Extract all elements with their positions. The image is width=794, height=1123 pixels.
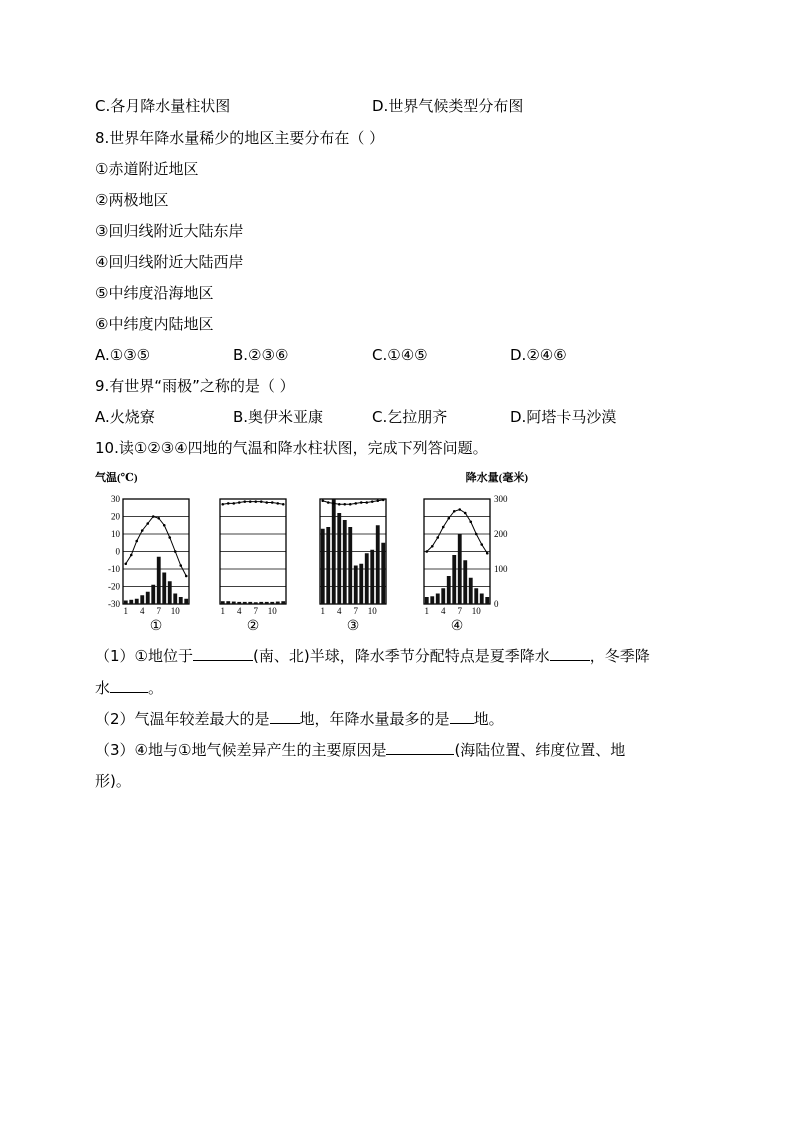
precipitation-bar [179, 597, 183, 604]
q9-stem: 9.有世界“雨极”之称的是（ ） [95, 377, 295, 395]
temperature-point [442, 526, 445, 529]
temperature-point [486, 552, 489, 555]
q10-sub1-blank-1[interactable] [193, 645, 253, 661]
temperature-point [343, 503, 346, 506]
y-tick-label-right: 100 [494, 564, 508, 574]
chart-panel-label: ③ [346, 619, 360, 634]
temperature-point [282, 503, 285, 506]
precipitation-bar [221, 601, 225, 604]
precipitation-bar [480, 594, 484, 605]
precipitation-bar [276, 602, 280, 604]
q8-option-a: A.①③⑤ [95, 346, 151, 364]
precipitation-bar [151, 585, 155, 604]
temperature-point [227, 502, 230, 505]
precipitation-bar [248, 602, 252, 604]
y-tick-label-left: 0 [115, 546, 120, 557]
precipitation-bar [226, 601, 230, 604]
q10-sub1-text-e: 。 [148, 679, 164, 697]
y-tick-label-left: -10 [108, 564, 120, 574]
q10-sub1-text-d: 水 [95, 679, 111, 697]
precipitation-bar [359, 564, 363, 604]
temperature-point [371, 500, 374, 503]
precipitation-bar [463, 560, 467, 604]
q10-sub1-text-c: ，冬季降 [589, 647, 650, 665]
q10-sub2-text-b: 地，年降水量最多的是 [299, 710, 450, 728]
temperature-point [254, 500, 257, 503]
temperature-line [223, 502, 284, 505]
temperature-point [436, 536, 439, 539]
temperature-point [249, 500, 252, 503]
q10-sub3-line1 [95, 739, 625, 760]
q10-sub2-text-a: （2）气温年较差最大的是 [95, 710, 270, 728]
temperature-point [141, 529, 144, 532]
q8-item-6: ⑥中纬度内陆地区 [95, 315, 214, 333]
q9-option-c: C.乞拉朋齐 [372, 408, 448, 426]
y-axis-title-right: 降水量(毫米) [465, 472, 528, 484]
precipitation-bar [332, 499, 336, 604]
precipitation-bar [146, 592, 150, 604]
chart-panel-label: ① [149, 619, 163, 634]
q10-sub1-line2 [95, 677, 163, 698]
temperature-point [232, 502, 235, 505]
precipitation-bar [447, 576, 451, 604]
temperature-point [265, 501, 268, 504]
climate-charts [95, 468, 535, 638]
precipitation-bar [254, 602, 258, 604]
temperature-point [152, 515, 155, 518]
x-tick-label: 7 [457, 606, 462, 616]
precipitation-bar [326, 527, 330, 604]
temperature-point [469, 520, 472, 523]
q10-sub2 [95, 708, 504, 729]
precipitation-bar [140, 595, 144, 604]
x-tick-label: 10 [367, 606, 377, 616]
temperature-point [354, 502, 357, 505]
precipitation-bar [458, 534, 462, 604]
x-tick-label: 1 [320, 606, 325, 616]
precipitation-bar [425, 597, 429, 604]
temperature-point [431, 545, 434, 548]
precipitation-bar [370, 550, 374, 604]
q10-sub3-line2: 形)。 [95, 772, 131, 790]
x-tick-label: 7 [353, 606, 358, 616]
precipitation-bar [243, 602, 247, 604]
temperature-point [464, 512, 467, 515]
temperature-point [475, 533, 478, 536]
temperature-line [126, 517, 187, 577]
precipitation-bar [168, 581, 172, 604]
x-tick-label: 4 [237, 606, 242, 616]
precipitation-bar [343, 520, 347, 604]
q10-sub1-text-a: （1）①地位于 [95, 647, 193, 665]
q8-item-5: ⑤中纬度沿海地区 [95, 284, 214, 302]
temperature-point [376, 499, 379, 502]
precipitation-bar [441, 588, 445, 604]
x-tick-label: 1 [424, 606, 429, 616]
temperature-point [124, 562, 127, 565]
y-tick-label-left: 20 [111, 511, 120, 522]
precipitation-bar [469, 578, 473, 604]
q10-sub1-text-b: (南、北)半球，降水季节分配特点是夏季降水 [253, 647, 550, 665]
temperature-point [425, 550, 428, 553]
q10-sub3-blank[interactable] [386, 739, 454, 755]
x-tick-label: 7 [253, 606, 258, 616]
q8-item-3: ③回归线附近大陆东岸 [95, 222, 244, 240]
q10-sub3-text-a: （3）④地与①地气候差异产生的主要原因是 [95, 741, 387, 759]
y-tick-label-left: -20 [108, 581, 120, 592]
y-tick-label-left: 30 [111, 494, 120, 504]
temperature-point [174, 550, 177, 553]
q8-stem: 8.世界年降水量稀少的地区主要分布在（ ） [95, 129, 385, 147]
precipitation-bar [157, 557, 161, 604]
q9-option-a: A.火烧寮 [95, 408, 155, 426]
precipitation-bar [381, 543, 385, 604]
temperature-point [453, 510, 456, 513]
x-tick-label: 10 [267, 606, 277, 616]
q8-item-4: ④回归线附近大陆西岸 [95, 253, 244, 271]
temperature-point [168, 536, 171, 539]
precipitation-bar [485, 597, 489, 604]
temperature-point [332, 502, 335, 505]
q10-sub1-line1 [95, 645, 650, 666]
precipitation-bar [365, 553, 369, 604]
temperature-point [243, 500, 246, 503]
y-tick-label-left: 10 [111, 529, 120, 539]
chart-panel-label: ② [246, 619, 260, 634]
temperature-point [360, 501, 363, 504]
precipitation-bar [430, 596, 434, 604]
precipitation-bar [354, 566, 358, 605]
temperature-point [157, 517, 160, 520]
temperature-point [238, 501, 241, 504]
temperature-point [327, 501, 330, 504]
q8-option-d: D.②④⑥ [510, 346, 567, 364]
x-tick-label: 4 [140, 606, 145, 616]
q8-option-c: C.①④⑤ [372, 346, 428, 364]
y-tick-label-right: 200 [494, 529, 508, 539]
precipitation-bar [337, 513, 341, 604]
temperature-point [221, 503, 224, 506]
temperature-line [427, 510, 488, 554]
q7-option-c: C.各月降水量柱状图 [95, 97, 231, 115]
temperature-point [338, 503, 341, 506]
q9-option-b: B.奥伊米亚康 [233, 408, 324, 426]
temperature-point [271, 501, 274, 504]
temperature-point [260, 500, 263, 503]
q10-sub1-blank-2[interactable] [550, 645, 590, 661]
precipitation-bar [135, 599, 139, 604]
precipitation-bar [452, 555, 456, 604]
y-tick-label-right: 0 [494, 599, 499, 609]
precipitation-bar [321, 529, 325, 604]
precipitation-bar [474, 588, 478, 604]
temperature-point [349, 503, 352, 506]
temperature-point [321, 499, 324, 502]
q10-stem: 10.读①②③④四地的气温和降水柱状图，完成下列答问题。 [95, 439, 488, 457]
q8-item-1: ①赤道附近地区 [95, 160, 199, 178]
q10-sub2-blank-2[interactable] [450, 708, 474, 724]
x-tick-label: 10 [170, 606, 180, 616]
temperature-point [276, 502, 279, 505]
precipitation-bar [173, 594, 177, 605]
temperature-point [447, 517, 450, 520]
temperature-point [146, 522, 149, 525]
precipitation-bar [281, 601, 285, 604]
y-tick-label-left: -30 [108, 599, 120, 609]
x-tick-label: 4 [441, 606, 446, 616]
precipitation-bar [237, 602, 241, 604]
x-tick-label: 1 [123, 606, 128, 616]
temperature-point [130, 554, 133, 557]
x-tick-label: 7 [156, 606, 161, 616]
precipitation-bar [232, 602, 236, 604]
x-tick-label: 4 [337, 606, 342, 616]
precipitation-bar [184, 599, 188, 604]
precipitation-bar [348, 527, 352, 604]
temperature-point [365, 501, 368, 504]
precipitation-bar [259, 602, 263, 604]
q8-item-2: ②两极地区 [95, 191, 169, 209]
precipitation-bar [436, 594, 440, 605]
q7-option-d: D.世界气候类型分布图 [372, 97, 524, 115]
q8-option-b: B.②③⑥ [233, 346, 289, 364]
x-tick-label: 1 [220, 606, 225, 616]
precipitation-bar [124, 601, 128, 605]
y-tick-label-right: 300 [494, 494, 508, 504]
q10-sub1-blank-3[interactable] [110, 677, 148, 693]
temperature-point [480, 543, 483, 546]
x-tick-label: 10 [471, 606, 481, 616]
q10-sub3-text-b: (海陆位置、纬度位置、地 [454, 741, 626, 759]
precipitation-bar [376, 525, 380, 604]
temperature-point [179, 564, 182, 567]
q9-option-d: D.阿塔卡马沙漠 [510, 408, 617, 426]
y-axis-title-left: 气温(℃) [95, 472, 138, 484]
precipitation-bar [265, 602, 269, 604]
temperature-point [135, 540, 138, 543]
q10-sub2-text-c: 地。 [473, 710, 504, 728]
temperature-point [382, 499, 385, 502]
q10-sub2-blank-1[interactable] [270, 708, 300, 724]
precipitation-bar [129, 600, 133, 604]
temperature-point [163, 524, 166, 527]
chart-panel-label: ④ [450, 619, 464, 634]
precipitation-bar [270, 602, 274, 604]
temperature-point [185, 575, 188, 578]
precipitation-bar [162, 573, 166, 605]
temperature-point [458, 508, 461, 511]
